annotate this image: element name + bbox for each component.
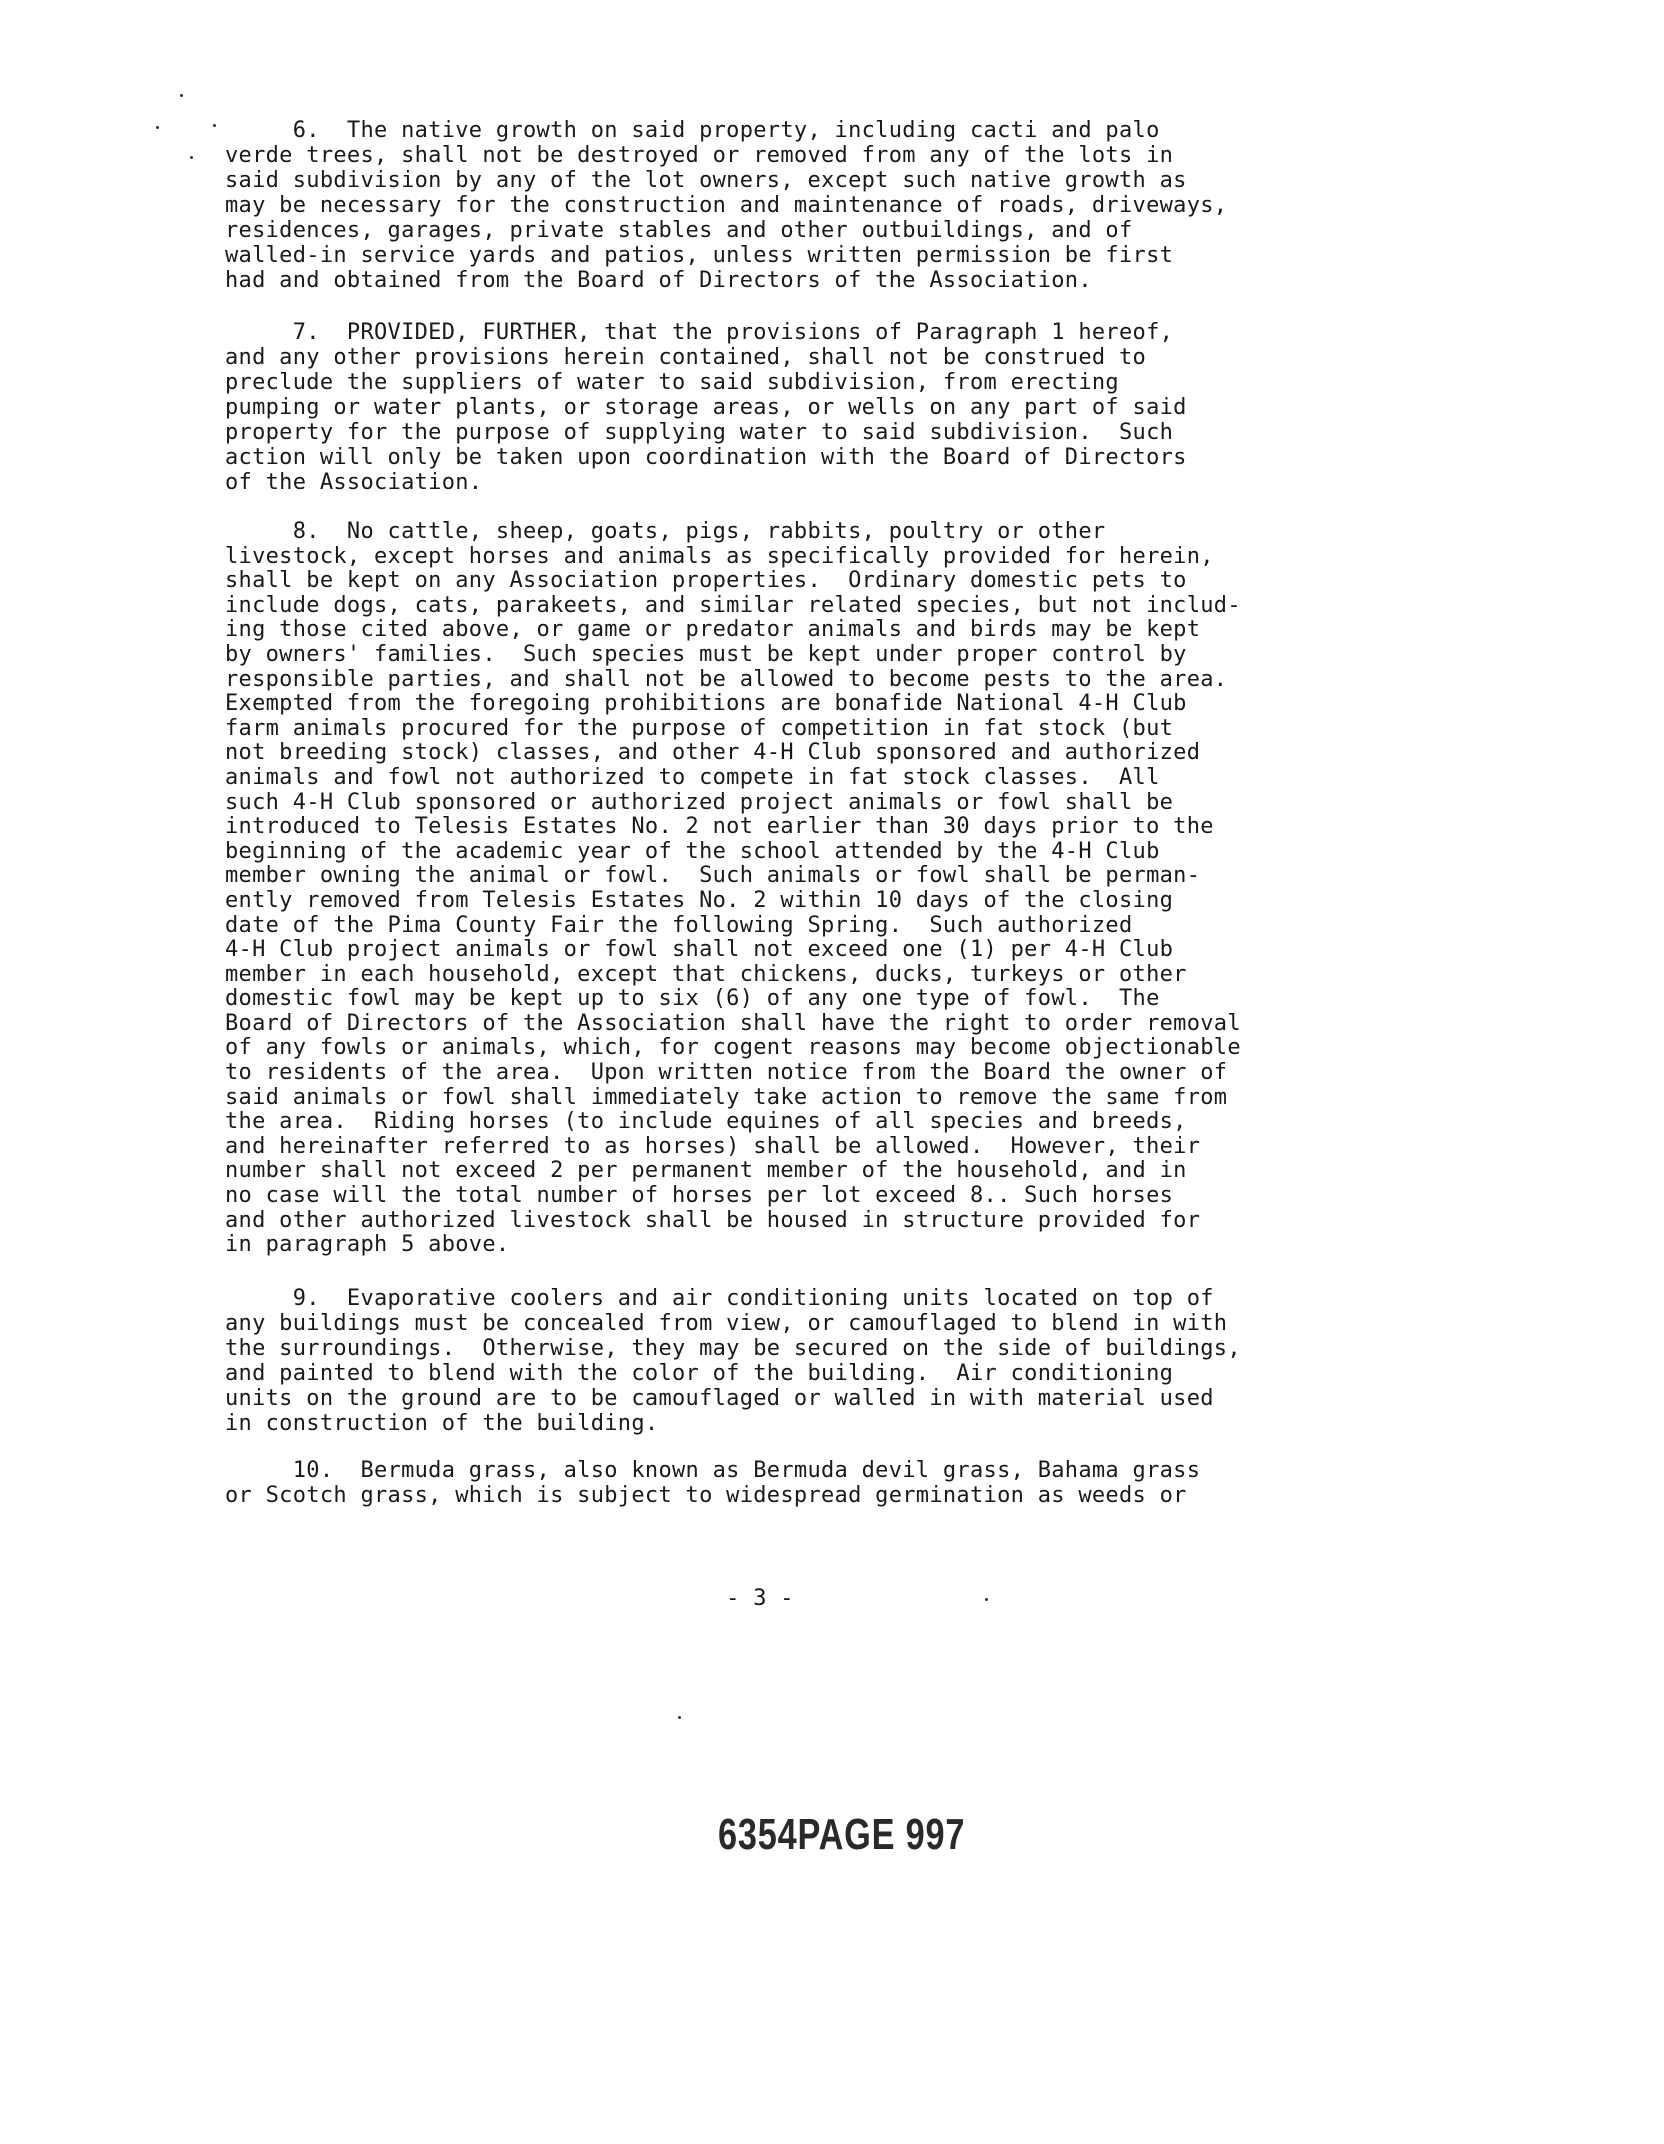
text-line: walled-in service yards and patios, unless written permission be first — [225, 243, 1174, 268]
text-line: property for the purpose of supplying water to said subdivision. Such — [225, 420, 1174, 445]
text-line: said subdivision by any of the lot owners, except such native growth as — [225, 168, 1187, 193]
text-line: date of the Pima County Fair the following Spring. Such authorized — [225, 912, 1133, 938]
recording-stamp: 6354PAGE 997 — [718, 1810, 966, 1859]
text-line: Exempted from the foregoing prohibitions are bonafide National 4-H Club — [225, 691, 1187, 717]
scan-speck — [678, 1716, 681, 1719]
page-number: - 3 - — [726, 1586, 794, 1611]
text-line: verde trees, shall not be destroyed or removed from any of the lots in — [225, 143, 1174, 168]
text-line: and hereinafter referred to as horses) shall be allowed. However, their — [225, 1133, 1201, 1159]
text-line: to residents of the area. Upon written notice from the Board the owner of — [225, 1060, 1228, 1086]
text-line: may be necessary for the construction and maintenance of roads, driveways, — [225, 193, 1228, 218]
text-line: in paragraph 5 above. — [225, 1232, 510, 1258]
paragraph-9 — [225, 1286, 1365, 1436]
text-line: such 4-H Club sponsored or authorized project animals or fowl shall be — [225, 789, 1174, 815]
text-line: had and obtained from the Board of Directors of the Association. — [225, 268, 1092, 293]
paragraph-7 — [225, 320, 1365, 495]
text-line: by owners' families. Such species must be kept under proper control by — [225, 641, 1187, 667]
text-line: any buildings must be concealed from view, or camouflaged to blend in with — [225, 1311, 1228, 1336]
text-line: ently removed from Telesis Estates No. 2 within 10 days of the closing — [225, 887, 1174, 913]
text-line: action will only be taken upon coordination with the Board of Directors — [225, 445, 1187, 470]
text-line: domestic fowl may be kept up to six (6) of any one type of fowl. The — [225, 986, 1160, 1012]
text-line: in construction of the building. — [225, 1411, 659, 1436]
text-line: farm animals procured for the purpose of competition in fat stock (but — [225, 715, 1174, 741]
text-line: number shall not exceed 2 per permanent member of the household, and in — [225, 1158, 1187, 1184]
text-line: member in each household, except that chickens, ducks, turkeys or other — [225, 961, 1187, 987]
text-line: residences, garages, private stables and other outbuildings, and of — [225, 218, 1133, 243]
text-line: 9. Evaporative coolers and air conditioning units located on top of — [225, 1286, 1214, 1311]
text-line: include dogs, cats, parakeets, and similar related species, but not includ- — [225, 592, 1241, 618]
scan-speck — [156, 126, 159, 129]
text-line: of the Association. — [225, 470, 483, 495]
text-line: introduced to Telesis Estates No. 2 not earlier than 30 days prior to the — [225, 814, 1214, 840]
text-line: the surroundings. Otherwise, they may be secured on the side of buildings, — [225, 1336, 1241, 1361]
text-line: animals and fowl not authorized to compete in fat stock classes. All — [225, 764, 1160, 790]
text-line: member owning the animal or fowl. Such animals or fowl shall be perman- — [225, 863, 1201, 889]
paragraph-6 — [225, 118, 1365, 293]
text-line: livestock, except horses and animals as specifically provided for herein, — [225, 543, 1214, 569]
text-line: ing those cited above, or game or predator animals and birds may be kept — [225, 617, 1201, 643]
text-line: responsible parties, and shall not be allowed to become pests to the area. — [225, 666, 1228, 692]
text-line: Board of Directors of the Association shall have the right to order removal — [225, 1010, 1241, 1036]
text-line: beginning of the academic year of the school attended by the 4-H Club — [225, 838, 1160, 864]
text-line: or Scotch grass, which is subject to widespread germination as weeds or — [225, 1483, 1187, 1508]
text-line: 8. No cattle, sheep, goats, pigs, rabbits, poultry or other — [225, 519, 1106, 544]
text-line: said animals or fowl shall immediately take action to remove the same from — [225, 1084, 1228, 1110]
scan-speck — [190, 156, 193, 159]
scan-speck — [985, 1598, 988, 1601]
scan-speck — [180, 94, 183, 97]
paragraph-10 — [225, 1458, 1365, 1508]
text-line: 4-H Club project animals or fowl shall not exceed one (1) per 4-H Club — [225, 937, 1174, 963]
text-line: 10. Bermuda grass, also known as Bermuda devil grass, Bahama grass — [225, 1458, 1201, 1483]
text-line: 7. PROVIDED, FURTHER, that the provisions of Paragraph 1 hereof, — [225, 320, 1174, 345]
text-line: preclude the suppliers of water to said subdivision, from erecting — [225, 370, 1119, 395]
text-line: shall be kept on any Association properties. Ordinary domestic pets to — [225, 568, 1187, 594]
paragraph-8 — [225, 520, 1365, 1258]
text-line: and painted to blend with the color of the building. Air conditioning — [225, 1361, 1174, 1386]
text-line: no case will the total number of horses per lot exceed 8.. Such horses — [225, 1183, 1174, 1209]
scan-speck — [213, 124, 216, 127]
text-line: units on the ground are to be camouflaged or walled in with material used — [225, 1386, 1214, 1411]
text-line: 6. The native growth on said property, including cacti and palo — [225, 118, 1160, 143]
text-line: pumping or water plants, or storage areas, or wells on any part of said — [225, 395, 1187, 420]
text-line: of any fowls or animals, which, for cogent reasons may become objectionable — [225, 1035, 1241, 1061]
text-line: the area. Riding horses (to include equines of all species and breeds, — [225, 1109, 1187, 1135]
text-line: and other authorized livestock shall be housed in structure provided for — [225, 1207, 1201, 1233]
text-line: and any other provisions herein contained, shall not be construed to — [225, 345, 1147, 370]
text-line: not breeding stock) classes, and other 4-H Club sponsored and authorized — [225, 740, 1201, 766]
